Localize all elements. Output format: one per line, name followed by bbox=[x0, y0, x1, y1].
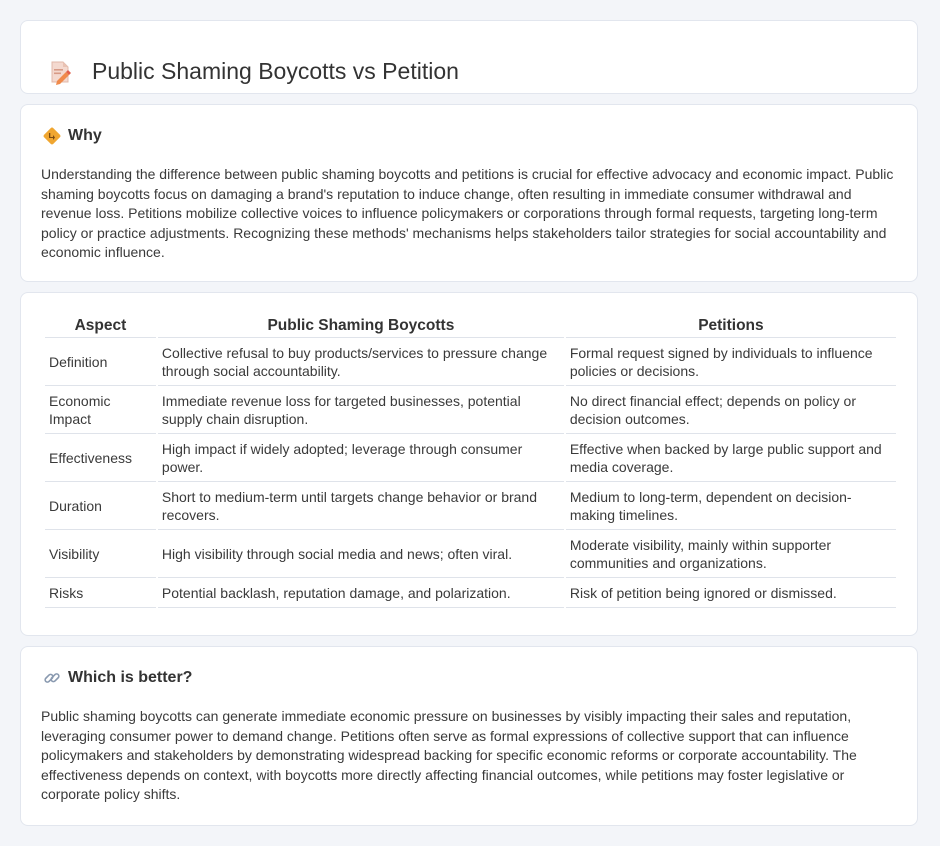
table-row bbox=[45, 482, 896, 530]
better-heading: Which is better? bbox=[68, 669, 193, 686]
aspect-cell: Effectiveness bbox=[45, 434, 156, 482]
why-section bbox=[20, 104, 918, 282]
comparison-table bbox=[43, 315, 898, 608]
why-text: Understanding the difference between public shaming boycotts and petitions is crucial for effective advocacy and economic impact. Public shaming boycotts focus on damaging a brand's reputation to induce change, often resulting in immediate consumer withdrawal and revenue loss. Petitions mobilize collective voices to influence policymakers or corporations through formal requests, targeting long-term policy or practice adjustments. Recognizing these methods' mechanisms helps stakeholders tailor strategies for social accountability and economic influence. bbox=[41, 166, 894, 261]
title-row bbox=[47, 43, 459, 101]
aspect-cell: Economic Impact bbox=[45, 386, 156, 434]
aspect-cell: Visibility bbox=[45, 530, 156, 578]
table-row bbox=[45, 338, 896, 386]
better-text: Public shaming boycotts can generate immediate economic pressure on businesses by visibly impacting their sales and reputation, leveraging consumer power to demand change. Petitions often serve as formal expressions of collective support that can influence policymakers and stakeholders by demonstrating widespread backing for specific economic reforms or corporate accountability. The effectiveness depends on context, with boycotts more directly affecting financial outcomes, while petitions may foster legislative or corporate policy shifts. bbox=[41, 708, 857, 803]
table-row bbox=[45, 578, 896, 608]
why-heading: Why bbox=[68, 127, 102, 144]
table-row bbox=[45, 434, 896, 482]
aspect-cell: Risks bbox=[45, 578, 156, 608]
petitions-cell: Formal request signed by individuals to influence policies or decisions. bbox=[566, 338, 896, 386]
document-pencil-icon bbox=[47, 59, 73, 85]
boycotts-cell: High impact if widely adopted; leverage through consumer power. bbox=[158, 434, 564, 482]
petitions-cell: Medium to long-term, dependent on decision-making timelines. bbox=[566, 482, 896, 530]
petitions-cell: Effective when backed by large public support and media coverage. bbox=[566, 434, 896, 482]
petitions-cell: Risk of petition being ignored or dismissed. bbox=[566, 578, 896, 608]
boycotts-cell: Collective refusal to buy products/services to pressure change through social accountability. bbox=[158, 338, 564, 386]
which-is-better-section bbox=[20, 646, 918, 826]
aspect-cell: Definition bbox=[45, 338, 156, 386]
column-header-petitions: Petitions bbox=[566, 315, 896, 338]
petitions-cell: Moderate visibility, mainly within supporter communities and organizations. bbox=[566, 530, 896, 578]
signpost-icon bbox=[43, 127, 61, 145]
why-heading-row bbox=[43, 127, 102, 145]
comparison-section bbox=[20, 292, 918, 636]
page-title: Public Shaming Boycotts vs Petition bbox=[92, 58, 459, 85]
column-header-aspect: Aspect bbox=[45, 315, 156, 338]
link-icon bbox=[43, 669, 61, 687]
table-row bbox=[45, 530, 896, 578]
boycotts-cell: Immediate revenue loss for targeted businesses, potential supply chain disruption. bbox=[158, 386, 564, 434]
petitions-cell: No direct financial effect; depends on policy or decision outcomes. bbox=[566, 386, 896, 434]
aspect-cell: Duration bbox=[45, 482, 156, 530]
boycotts-cell: Potential backlash, reputation damage, and polarization. bbox=[158, 578, 564, 608]
better-heading-row bbox=[43, 669, 192, 687]
header-card bbox=[20, 20, 918, 94]
table-header-row bbox=[45, 315, 896, 338]
boycotts-cell: High visibility through social media and news; often viral. bbox=[158, 530, 564, 578]
column-header-boycotts: Public Shaming Boycotts bbox=[158, 315, 564, 338]
boycotts-cell: Short to medium-term until targets change behavior or brand recovers. bbox=[158, 482, 564, 530]
table-row bbox=[45, 386, 896, 434]
